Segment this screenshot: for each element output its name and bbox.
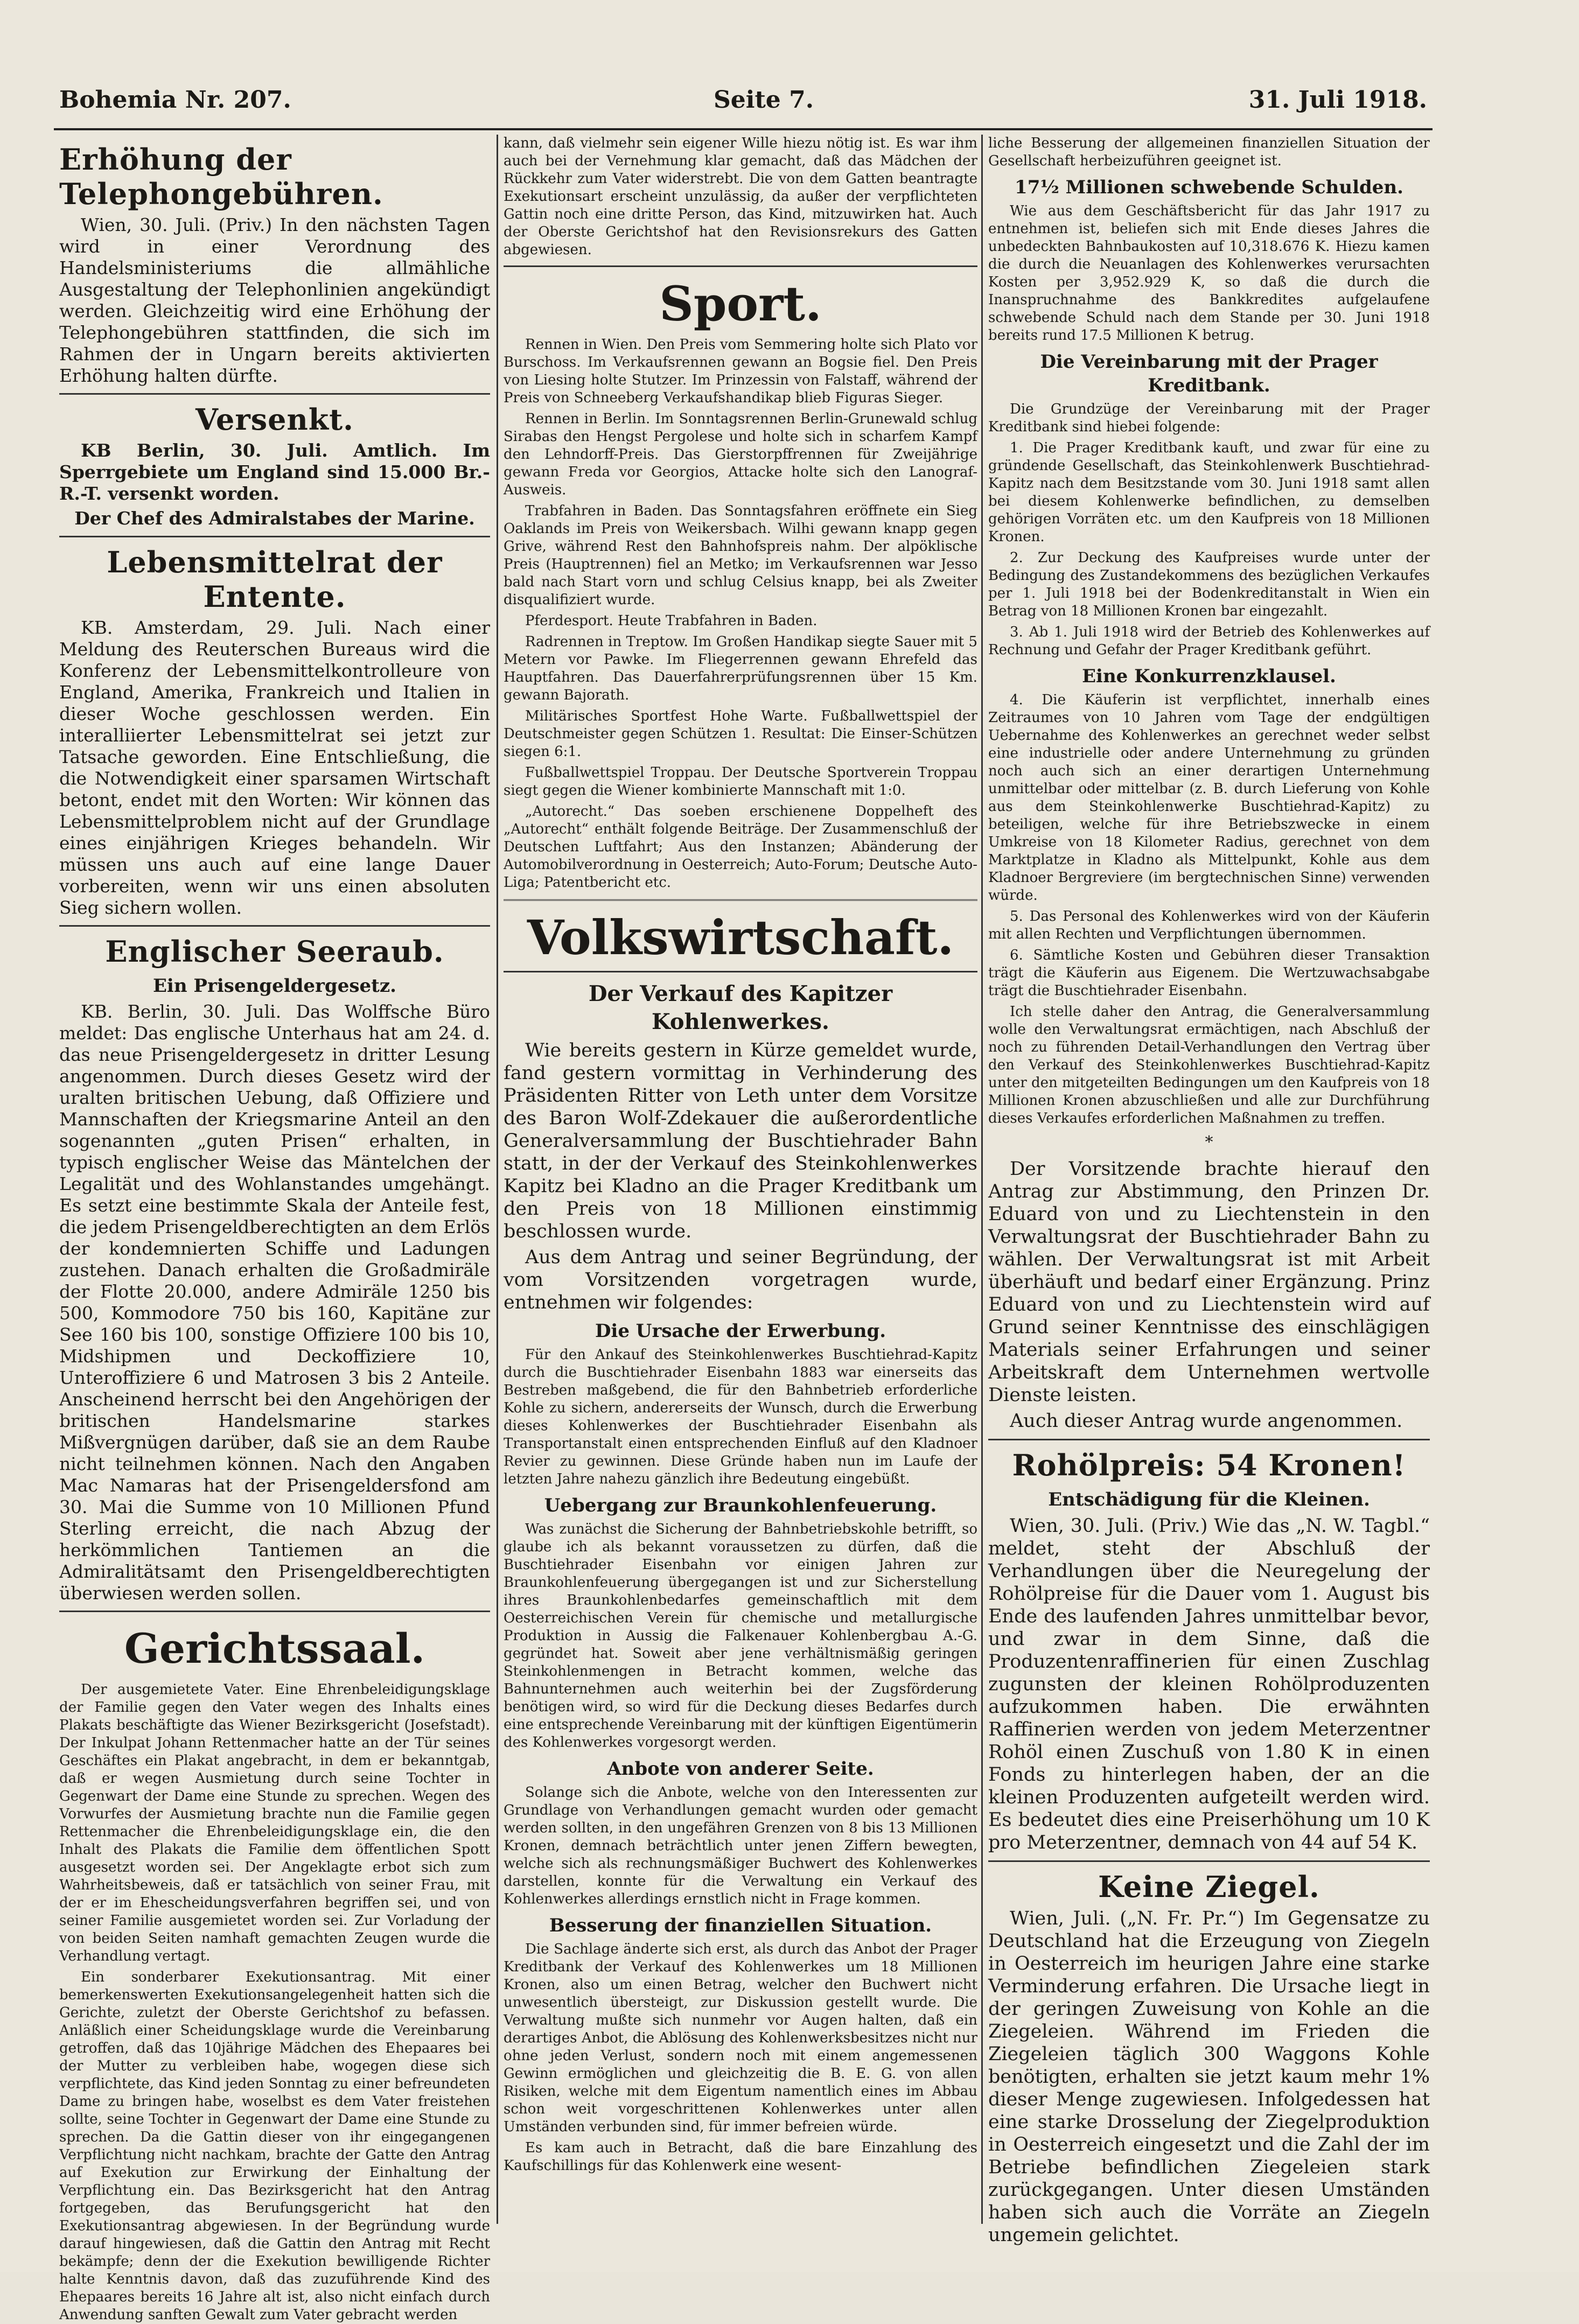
article-subheading: Die Ursache der Erwerbung. (595, 1320, 886, 1342)
header-issue: Bohemia Nr. 207. (59, 86, 291, 114)
article-text: Wien, 30. Juli. (Priv.) Wie das „N. W. Tagbl.“ meldet, steht der Abschluß der Verhandlungen über die Neuregelung der Rohölpreise für die Dauer vom 1. August bis Ende des laufenden Jahres unmittelbar bevor, und zwar in dem Sinne, daß die Produzentenraffinerien für einen Zuschlag zugunsten der kleinen Rohölproduzenten aufzukommen haben. Die erwähnten Raffinerien werden von jedem Meterzentner Rohöl einen Zuschuß von 1.80 K in einen Fonds zu hinterlegen haben, der an die kleinen Produzenten aufgeteilt werden wird. Es bedeutet dies eine Preiserhöhung um 10 K pro Meterzentner, demnach von 44 auf 54 K. (988, 1515, 1430, 1853)
article-text: Auch dieser Antrag wurde angenommen. (1010, 1410, 1403, 1432)
separator (59, 393, 490, 395)
separator (504, 265, 977, 267)
article-title: Erhöhung der Telephongebühren. (59, 142, 383, 211)
article-subheading: Die Vereinbarung mit der Prager Kreditbank. (1040, 351, 1378, 396)
article-text: Es kam auch in Betracht, daß die bare Einzahlung des Kaufschillings für das Kohlenwerk eine wesent- (504, 2140, 977, 2174)
article-subtitle: Entschädigung für die Kleinen. (1048, 1489, 1370, 1510)
article-text: 6. Sämtliche Kosten und Gebühren dieser Transaktion trägt die Käuferin aus Eigenem. Die Wertzuwachsabgabe trägt die Buschtiehrader Eisenbahn. (988, 947, 1430, 999)
sport-item: Fußballwettspiel Troppau. Der Deutsche Sportverein Troppau siegt gegen die Wiener kombinierte Mannschaft mit 1:0. (504, 765, 977, 799)
article-text: Der ausgemietete Vater. Eine Ehrenbeleidigungsklage der Familie gegen den Vater wegen des Inhalts eines Plakats beschäftigte das Wiener Bezirksgericht (Josefstadt). Der Inkulpat Johann Rettenmacher hatte an der Tür seines Geschäftes ein Plakat angebracht, in dem er bekanntgab, daß er wegen Ausmietung durch seine Tochter in Gegenwart der Dame eine Stunde zu sprechen. Wegen des Vorwurfes der Ausmietung brachte nun die Familie gegen Rettenmacher die Ehrenbeleidigungsklage ein, die den Inhalt des Plakats die Familie dem öffentlichen Spott ausgesetzt worden sei. Der Angeklagte erbot sich zum Wahrheitsbeweis, daß er tatsächlich von seiner Frau, mit der er im Ehescheidungsverfahren begriffen sei, und von seiner Familie ausgemietet worden sei. Zur Vorladung der von beiden Seiten namhaft gemachten Zeugen wurde die Verhandlung vertagt. (59, 1682, 490, 1964)
article-text: Der Vorsitzende brachte hierauf den Antrag zur Abstimmung, den Prinzen Dr. Eduard von und zu Liechtenstein in den Verwaltungsrat der Buschtiehrader Bahn zu wählen. Der Verwaltungsrat ist mit Arbeit überhäuft und bedarf einer Ergänzung. Prinz Eduard von und zu Liechtenstein wird auf Grund seiner Kenntnisse des einschlägigen Materials seiner Erfahrungen und seiner Arbeitskraft dem Unternehmen wertvolle Dienste leisten. (988, 1158, 1430, 1406)
section-star: * (1205, 1133, 1213, 1152)
column-2 (504, 135, 977, 2235)
sport-item: Trabfahren in Baden. Das Sonntagsfahren eröffnete ein Sieg Oaklands im Preis von Weikersbach. Wilhi gewann knapp gegen Grive, während Rest den Bahnhofspreis nahm. Der alpöklische Preis (Hauptrennen) fiel an Metko; im Verkaufsrennen war Jesso bald nach Start vorn und schlug Celsius knapp, bei als Zweiter disqualifiziert wurde. (504, 503, 977, 608)
separator (504, 971, 977, 972)
article-text: Aus dem Antrag und seiner Begründung, der vom Vorsitzenden vorgetragen wurde, entnehmen wir folgendes: (504, 1247, 977, 1313)
header-page-number: Seite 7. (714, 86, 814, 114)
separator (988, 1860, 1430, 1862)
column-1 (59, 135, 490, 2323)
article-subheading: Besserung der finanziellen Situation. (549, 1915, 932, 1936)
article-text: Wie aus dem Geschäftsbericht für das Jahr 1917 zu entnehmen ist, beliefen sich mit Ende dieses Jahres die unbedeckten Bahnbaukosten auf 10,318.676 K. Hiezu kamen die durch die Neuanlagen des Kohlenwerkes verursachten Kosten per 3,952.929 K, so daß die durch die Inanspruchnahme des Bankkredites aufgelaufene schwebende Schuld nach dem Stande per 30. Juni 1918 bereits rund 17.5 Millionen K betrug. (988, 203, 1430, 344)
article-title: Englischer Seeraub. (105, 934, 444, 969)
article-text: 4. Die Käuferin ist verpflichtet, innerhalb eines Zeitraumes von 10 Jahren vom Tage der endgültigen Uebernahme des Kohlenwerkes an gerechnet weder selbst eine industrielle oder andere Unternehmung zu gründen noch auch sich an einer derartigen Unternehmung unmittelbar oder mittelbar (z. B. durch Lieferung von Kohle aus dem Steinkohlenwerke Buschtiehrad-Kapitz) zu beteiligen, welche für ihre Betriebszwecke in einem Umkreise von 18 Kilometer Radius, gerechnet von dem Marktplatze in Kladno als Mittelpunkt, Kohle aus dem Kladnoer Bergreviere (im bergtechnischen Sinne) verwenden würde. (988, 692, 1430, 904)
article-text: Wien, 30. Juli. (Priv.) In den nächsten Tagen wird in einer Verordnung des Handelsministeriums die allmähliche Ausgestaltung der Telephonlinien angekündigt werden. Gleichzeitig wird eine Erhöhung der Telephongebühren stattfinden, die sich im Rahmen der in Ungarn bereits aktivierten Erhöhung halten dürfte. (59, 214, 490, 386)
article-subheading: Uebergang zur Braunkohlenfeuerung. (544, 1495, 937, 1516)
article-text: Die Grundzüge der Vereinbarung mit der Prager Kreditbank sind hiebei folgende: (988, 401, 1430, 435)
article-title: Versenkt. (195, 402, 354, 437)
article-text: Wie bereits gestern in Kürze gemeldet wurde, fand gestern vormittag in Verhinderung des Präsidenten Ritter von Leth unter dem Vorsitze des Baron Wolf-Zdekauer die außerordentliche Generalversammlung der Buschtiehrader Bahn statt, in der der Verkauf des Steinkohlenwerkes Kapitz bei Kladno an die Prager Kreditbank um den Preis von 18 Millionen einstimmig beschlossen wurde. (504, 1040, 977, 1242)
article-text: Für den Ankauf des Steinkohlenwerkes Buschtiehrad-Kapitz durch die Buschtiehrader Eisenbahn 1883 war einerseits das Bestreben maßgebend, die für den Bahnbetrieb erforderliche Kohle zu sichern, andererseits der Wunsch, durch die Erwerbung dieses Kohlenwerkes der Buschtiehrader Eisenbahn als Transportanstalt einen entsprechenden Einfluß auf den Kladnoer Revier zu gewinnen. Diese Gründe haben nun im Laufe der letzten Jahre nahezu gänzlich ihre Bedeutung eingebüßt. (504, 1347, 977, 1487)
separator (504, 899, 977, 901)
header-rule (54, 128, 1433, 130)
sport-item: „Autorecht.“ Das soeben erschienene Doppelheft des „Autorecht“ enthält folgende Beiträge. Der Zusammenschluß der Deutschen Luftfahrt; Aus den Instanzen; Abänderung der Automobilverordnung in Oesterreich; Auto-Forum; Deutsche Auto-Liga; Patentbericht etc. (504, 803, 977, 891)
article-text: liche Besserung der allgemeinen finanziellen Situation der Gesellschaft herbeizuführen geeignet ist. (988, 135, 1430, 169)
article-text: Die Sachlage änderte sich erst, als durch das Anbot der Prager Kreditbank der Verkauf des Kohlenwerkes um 18 Millionen Kronen, also um einen Betrag, welcher den Buchwert nicht unwesentlich übersteigt, zur Diskussion gestellt wurde. Die Verwaltung mußte sich nunmehr vor Augen halten, daß ein derartiges Anbot, die Ablösung des Kohlenwerksbesitzes nicht nur ohne jeden Verlust, sondern noch mit einem angemessenen Gewinn ermöglichen und gleichzeitig die B. E. G. von allen Risiken, welche mit dem Eigentum namentlich eines im Abbau schon weit vorgeschrittenen Kohlenwerkes unter allen Umständen verbunden sind, für immer befreien würde. (504, 1941, 977, 2135)
column-rule (981, 135, 983, 2224)
article-signature: Der Chef des Admiralstabes der Marine. (74, 508, 475, 529)
separator (59, 925, 490, 927)
separator (59, 1611, 490, 1612)
article-title: Der Verkauf des Kapitzer Kohlenwerkes. (588, 981, 893, 1034)
separator (988, 1439, 1430, 1440)
article-text: KB. Berlin, 30. Juli. Das Wolffsche Büro meldet: Das englische Unterhaus hat am 24. d. das neue Prisengeldergesetz in dritter Lesung angenommen. Durch dieses Gesetz wird der uralten britischen Uebung, daß Offiziere und Mannschaften der Kriegsmarine Anteil an den sogenannten „guten Prisen“ erhalten, in typisch englischer Weise das Mäntelchen der Legalität und des Wohlanstandes umgehängt. Es setzt eine bestimmte Skala der Anteile fest, die jedem Prisengeldberechtigten an dem Erlös der kondemnierten Schiffe und Ladungen zustehen. Danach erhalten die Großadmiräle der Flotte 20.000, andere Admiräle 1250 bis 500, Kommodore 750 bis 160, Kapitäne zur See 160 bis 100, sonstige Offiziere 100 bis 10, Midshipmen und Deckoffiziere 10, Unteroffiziere 6 und Matrosen 3 bis 2 Anteile. Anscheinend herrscht bei den Angehörigen der britischen Handelsmarine starkes Mißvergnügen darüber, daß sie an dem Raube nicht teilnehmen können. Nach den Angaben Mac Namaras hat der Prisengeldersfond am 30. Mai die Summe von 10 Millionen Pfund Sterling erreicht, die nach Abzug der herkömmlichen Tantiemen an die Admiralitätsamt den Prisengeldberechtigten überwiesen werden sollen. (59, 1001, 490, 1604)
article-subheading: Anbote von anderer Seite. (607, 1758, 874, 1780)
article-subtitle: Ein Prisengeldergesetz. (153, 975, 396, 997)
page-header (59, 86, 1427, 124)
article-text: 3. Ab 1. Juli 1918 wird der Betrieb des Kohlenwerkes auf Rechnung und Gefahr der Prager Kreditbank geführt. (988, 624, 1430, 658)
article-subheading: Eine Konkurrenzklausel. (1082, 666, 1336, 687)
article-text: Wien, Juli. („N. Fr. Pr.“) Im Gegensatze zu Deutschland hat die Erzeugung von Ziegeln in Oesterreich im heurigen Jahre eine starke Verminderung erfahren. Die Ursache liegt in der geringen Zuweisung von Kohle an die Ziegeleien. Während im Frieden die Ziegeleien täglich 300 Waggons Kohle benötigten, erhalten sie jetzt kaum mehr 1% dieser Menge zugewiesen. Infolgedessen hat eine starke Drosselung der Ziegelproduktion in Oesterreich eingesetzt und die Zahl der im Betriebe befindlichen Ziegeleien stark zurückgegangen. Unter diesen Umständen haben sich auch die Vorräte an Ziegeln ungemein gelichtet. (988, 1908, 1430, 2246)
article-text: 1. Die Prager Kreditbank kauft, und zwar für eine zu gründende Gesellschaft, das Steinkohlenwerk Buschtiehrad-Kapitz nach dem Besitzstande vom 30. Juni 1918 samt allen bei diesem Kohlenwerke befindlichen, zu demselben gehörigen Vorräten etc. um den Kaufpreis von 18 Millionen Kronen. (988, 440, 1430, 545)
sport-item: Radrennen in Treptow. Im Großen Handikap siegte Sauer mit 5 Metern vor Pawke. Im Fliegerrennen gewann Ehrefeld das Hauptfahren. Das Dauerfahrerprüfungsrennen über 15 Km. gewann Bajorath. (504, 634, 977, 703)
article-title: Keine Ziegel. (1098, 1870, 1320, 1904)
article-text: Ein sonderbarer Exekutionsantrag. Mit einer bemerkenswerten Exekutionsangelegenheit hatten sich die Gerichte, zuletzt der Oberste Gerichtshof zu befassen. Anläßlich einer Scheidungsklage wurde die Vereinbarung getroffen, daß das 10jährige Mädchen des Ehepaares bei der Mutter zu verbleiben habe, wogegen diese sich verpflichtete, das Kind jeden Sonntag zu einer befreundeten Dame zu bringen habe, woselbst es dem Vater freistehen sollte, seine Tochter in Gegenwart der Dame eine Stunde zu sprechen. Da die Gattin dieser von ihr eingegangenen Verpflichtung nicht nachkam, brachte der Gatte den Antrag auf Exekution zur Erwirkung der Einhaltung der Verpflichtung ein. Das Bezirksgericht hat den Antrag fortgegeben, das Berufungsgericht hat den Exekutionsantrag abgewiesen. In der Begründung wurde darauf hingewiesen, daß die Gattin den Antrag mit Recht bekämpfe; denn der die Exekution bewilligende Richter halte Kenntnis davon, daß das zuzuführende Kind des Ehepaares bereits 16 Jahre alt ist, also nicht einfach durch Anwendung sanften Gewalt zum Vater gebracht werden (59, 1969, 490, 2323)
header-date: 31. Juli 1918. (1248, 86, 1427, 114)
section-title: Volkswirtschaft. (527, 909, 954, 965)
sport-item: Militärisches Sportfest Hohe Warte. Fußballwettspiel der Deutschmeister gegen Schützen 1. Resultat: Die Einser-Schützen siegen 6:1. (504, 708, 977, 760)
article-subheading: 17½ Millionen schwebende Schulden. (1015, 177, 1403, 198)
separator (59, 536, 490, 537)
article-text: 2. Zur Deckung des Kaufpreises wurde unter der Bedingung des Zustandekommens des bezüglichen Verkaufes per 1. Juli 1918 bei der Bodenkreditanstalt in Wien ein Betrag von 18 Millionen Kronen bar eingezahlt. (988, 550, 1430, 619)
article-text: 5. Das Personal des Kohlenwerkes wird von der Käuferin mit allen Rechten und Verpflichtungen übernommen. (988, 908, 1430, 942)
sport-item: Rennen in Berlin. Im Sonntagsrennen Berlin-Grunewald schlug Sirabas den Hengst Pergolese und holte sich in scharfem Kampf den Lehndorff-Preis. Das Gierstorpffrennen für Zweijährige gewann Freda vor Georgios, Attacke holte sich den Lanograf-Ausweis. (504, 411, 977, 498)
section-title: Sport. (659, 276, 822, 332)
article-text: Was zunächst die Sicherung der Bahnbetriebskohle betrifft, so glaube ich als bekannt voraussetzen zu dürfen, daß die Buschtiehrader Eisenbahn vor einigen Jahren zur Braunkohlenfeuerung übergegangen ist und zur Sicherstellung ihres Braunkohlenbedarfes gemeinschaftlich mit dem Oesterreichischen Verein für chemische und metallurgische Produktion in Aussig die Falkenauer Kohlenbergbau A.-G. gegründet hat. Soweit aber jene verhältnismäßig geringen Steinkohlenmengen in Betracht kommen, welche das Bahnunternehmen auch weiterhin bei der Zugsförderung benötigen wird, so wird für die Deckung dieses Bedarfes durch eine entsprechende Vereinbarung mit der künftigen Eigentümerin des Kohlenwerkes vorgesorgt werden. (504, 1521, 977, 1751)
article-title: Lebensmittelrat der Entente. (107, 545, 443, 614)
sport-item: Pferdesport. Heute Trabfahren in Baden. (525, 613, 818, 629)
section-title: Gerichtssaal. (124, 1625, 425, 1672)
article-text: KB. Amsterdam, 29. Juli. Nach einer Meldung des Reuterschen Bureaus wird die Konferenz der Lebensmittelkontrolleure von England, Amerika, Frankreich und Italien in dieser Woche geschlossen werden. Ein interalliierter Lebensmittelrat sei jetzt zur Tatsache geworden. Eine Entschließung, die die Notwendigkeit einer sparsamen Wirtschaft betont, endet mit den Worten: Wir können das Lebensmittelproblem nicht auf der Grundlage eines einjährigen Krieges behandeln. Wir müssen uns auch auf eine lange Dauer vorbereiten, wenn wir uns einen absoluten Sieg sichern wollen. (59, 617, 490, 918)
article-text: kann, daß vielmehr sein eigener Wille hiezu nötig ist. Es war ihm auch bei der Vernehmung klar gemacht, daß das Mädchen der Rückkehr zum Vater widerstrebt. Die von dem Gatten beantragte Exekutionsart erscheint unzulässig, da außer der verpflichteten Gattin noch eine dritte Person, das Kind, mitzuwirken hat. Auch der Oberste Gerichtshof hat den Revisionsrekurs des Gatten abgewiesen. (504, 135, 977, 258)
sport-item: Rennen in Wien. Den Preis vom Semmering holte sich Plato vor Burschoss. Im Verkaufsrennen gewann an Bogsie fiel. Den Preis von Liesing holte Stutzer. Im Prinzessin von Falstaff, während der Preis von Schneeberg Verkaufshandikap blieb Figuras Sieger. (504, 337, 977, 406)
column-rule (497, 135, 498, 2224)
column-3 (988, 135, 1430, 2246)
article-text: KB Berlin, 30. Juli. Amtlich. Im Sperrgebiete um England sind 15.000 Br.-R.-T. versenkt worden. (59, 440, 490, 504)
article-title: Rohölpreis: 54 Kronen! (1012, 1448, 1406, 1482)
article-text: Solange sich die Anbote, welche von den Interessenten zur Grundlage von Verhandlungen gemacht wurden oder gemacht werden sollten, in den ungefähren Grenzen von 8 bis 13 Millionen Kronen, demnach beträchtlich unter jenen Ziffern bewegten, welche sich als rechnungsmäßiger Buchwert des Kohlenwerkes darstellen, konnte für die Verwaltung ein Verkauf des Kohlenwerkes allerdings ernstlich nicht in Frage kommen. (504, 1784, 977, 1907)
article-text: Ich stelle daher den Antrag, die Generalversammlung wolle den Verwaltungsrat ermächtigen, nach Abschluß der noch zu führenden Detail-Verhandlungen den Vertrag über den Verkauf des Steinkohlenwerkes Buschtiehrad-Kapitz unter den mitgeteilten Bedingungen um den Kaufpreis von 18 Millionen Kronen abzuschließen und alle zur Durchführung dieses Verkaufes erforderlichen Maßnahmen zu treffen. (988, 1004, 1430, 1126)
